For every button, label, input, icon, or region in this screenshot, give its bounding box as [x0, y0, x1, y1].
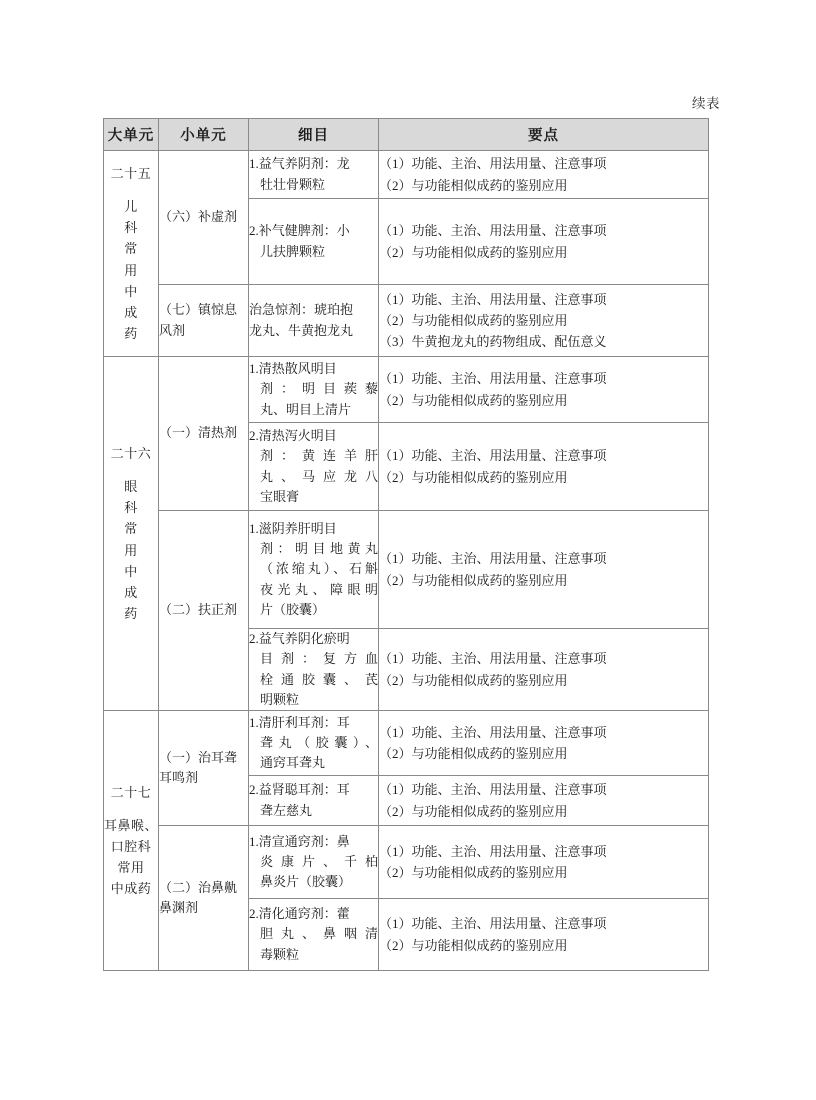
detail-text-line: 栓通胶囊、芪 [260, 671, 378, 687]
key-point-item: （2）与功能相似成药的鉴别应用 [379, 865, 568, 880]
key-point-item: （2）与功能相似成药的鉴别应用 [379, 469, 568, 485]
key-points-cell [379, 711, 709, 776]
key-points-cell [379, 199, 709, 285]
detail-text-line: 剂：明目地黄丸 [260, 541, 378, 557]
small-unit-cell [159, 151, 249, 285]
small-unit-cell [159, 826, 249, 971]
detail-cell [249, 629, 379, 711]
key-points-cell [379, 826, 709, 899]
big-unit-name [104, 196, 158, 343]
big-unit-name-line: 耳鼻喉、 [104, 817, 159, 833]
big-unit-name-line: 药 [124, 605, 138, 621]
column-header-key-points: 要点 [379, 119, 709, 151]
key-points-cell [379, 423, 709, 511]
key-point-item: （1）功能、主治、用法用量、注意事项 [379, 371, 607, 387]
detail-text-line: 丸、明目上清片 [260, 401, 352, 417]
key-points-cell [379, 776, 709, 826]
detail-cell [249, 357, 379, 423]
detail-text-line: 片（胶囊） [260, 601, 326, 617]
detail-text-line: 剂：明目蒺藜 [260, 381, 378, 397]
detail-cell [249, 151, 379, 199]
key-point-item: （1）功能、主治、用法用量、注意事项 [379, 724, 607, 740]
detail-text-line: 目剂：复方血 [260, 651, 378, 667]
detail-cell [249, 826, 379, 899]
detail-cell [249, 199, 379, 285]
big-unit-cell [104, 357, 159, 711]
big-unit-name-line: 药 [124, 325, 138, 341]
detail-cell [249, 776, 379, 826]
detail-text-line: 聋丸（胶囊）、 [260, 734, 378, 750]
big-unit-name-line: 常 [124, 521, 138, 537]
key-point-item: （2）与功能相似成药的鉴别应用 [379, 177, 568, 193]
key-points-cell [379, 357, 709, 423]
big-unit-name-line: 科 [124, 500, 138, 516]
key-point-item: （1）功能、主治、用法用量、注意事项 [379, 223, 607, 239]
table-row [104, 151, 709, 199]
key-point-item: （2）与功能相似成药的鉴别应用 [379, 312, 568, 328]
small-unit-cell [159, 285, 249, 357]
detail-text-line: 炎康片、千柏 [260, 853, 378, 869]
big-unit-name-line: 用 [124, 542, 138, 558]
detail-title-line: 2.补气健脾剂：小 [249, 223, 350, 239]
big-unit-cell [104, 711, 159, 971]
big-unit-name-line: 眼 [124, 479, 138, 495]
detail-title-line: 2.益肾聪耳剂：耳 [249, 782, 350, 798]
detail-cell [249, 899, 379, 971]
big-unit-name-line: 成 [124, 304, 138, 320]
column-header-big-unit: 大单元 [104, 119, 159, 151]
small-unit-line: 耳鸣剂 [159, 770, 199, 785]
table-row [104, 826, 709, 899]
big-unit-number: 二十五 [110, 166, 152, 182]
small-unit-cell [159, 511, 249, 711]
column-header-detail: 细目 [249, 119, 379, 151]
small-unit-line: （七）镇惊息 [159, 302, 238, 318]
key-point-item: （1）功能、主治、用法用量、注意事项 [379, 291, 607, 307]
key-points-cell [379, 285, 709, 357]
key-points-cell [379, 629, 709, 711]
big-unit-name-line: 成 [124, 584, 138, 600]
detail-text-line: 宝眼膏 [260, 488, 300, 504]
detail-text-line: 夜光丸、障眼明 [260, 581, 378, 597]
big-unit-name-line: 口腔科 [110, 838, 152, 854]
detail-text-line: 龙丸、牛黄抱龙丸 [249, 322, 354, 338]
key-point-item: （2）与功能相似成药的鉴别应用 [379, 672, 568, 688]
table-row [104, 285, 709, 357]
key-point-item: （2）与功能相似成药的鉴别应用 [379, 572, 568, 588]
detail-text-line: 鼻炎片（胶囊） [260, 874, 352, 890]
detail-text-line: 毒颗粒 [260, 946, 300, 962]
big-unit-cell [104, 151, 159, 357]
detail-text-line: 聋左慈丸 [260, 802, 313, 818]
big-unit-name [104, 815, 158, 899]
detail-title-line: 1.清肝利耳剂：耳 [249, 714, 350, 730]
small-unit-line: 鼻渊剂 [159, 900, 199, 915]
big-unit-name-line: 科 [124, 220, 138, 236]
big-unit-name-line: 常 [124, 241, 138, 257]
small-unit-line: 风剂 [159, 322, 186, 338]
detail-title-line: 1.清宣通窍剂：鼻 [249, 833, 350, 849]
key-point-item: （1）功能、主治、用法用量、注意事项 [379, 551, 607, 567]
key-point-item: （3）牛黄抱龙丸的药物组成、配伍意义 [379, 334, 607, 350]
key-point-item: （2）与功能相似成药的鉴别应用 [379, 392, 568, 408]
detail-title-line: 治急惊剂：琥珀抱 [249, 302, 354, 318]
key-points-cell [379, 511, 709, 629]
small-unit-line: （二）扶正剂 [159, 602, 238, 618]
detail-text-line: 儿扶脾颗粒 [260, 243, 326, 259]
big-unit-name-line: 中 [124, 283, 138, 299]
detail-text-line: 剂：黄连羊肝 [260, 448, 378, 464]
big-unit-name [104, 476, 158, 623]
detail-cell [249, 285, 379, 357]
small-unit-line: （六）补虚剂 [159, 209, 238, 225]
detail-text-line: 通窍耳聋丸 [260, 755, 326, 771]
continuation-label: 续表 [692, 96, 720, 111]
big-unit-name-line: 中 [124, 563, 138, 579]
detail-title-line: 1.清热散风明目 [249, 361, 337, 377]
detail-cell [249, 711, 379, 776]
detail-title-line: 1.滋阴养肝明目 [249, 521, 337, 537]
detail-text-line: 丸、马应龙八 [260, 468, 378, 484]
table-header-row [104, 119, 709, 151]
key-point-item: （2）与功能相似成药的鉴别应用 [379, 803, 568, 819]
big-unit-name-line: 常用 [117, 860, 145, 876]
key-point-item: （2）与功能相似成药的鉴别应用 [379, 746, 568, 761]
key-point-item: （2）与功能相似成药的鉴别应用 [379, 937, 568, 953]
small-unit-cell [159, 711, 249, 826]
syllabus-table [103, 118, 709, 971]
key-points-cell [379, 899, 709, 971]
big-unit-name-line: 儿 [124, 199, 138, 215]
small-unit-cell [159, 357, 249, 511]
table-row [104, 357, 709, 423]
table-row [104, 711, 709, 776]
key-point-item: （1）功能、主治、用法用量、注意事项 [379, 448, 607, 464]
key-point-item: （1）功能、主治、用法用量、注意事项 [379, 651, 607, 667]
small-unit-line: （二）治鼻鼽 [159, 879, 238, 895]
detail-text-line: 胆丸、鼻咽清 [260, 926, 378, 942]
big-unit-number: 二十六 [110, 446, 152, 462]
key-point-item: （2）与功能相似成药的鉴别应用 [379, 244, 568, 260]
key-points-cell [379, 151, 709, 199]
key-point-item: （1）功能、主治、用法用量、注意事项 [379, 782, 607, 798]
detail-title-line: 2.益气养阴化瘀明 [249, 631, 350, 647]
detail-cell [249, 511, 379, 629]
detail-text-line: 牡壮骨颗粒 [260, 176, 326, 192]
detail-cell [249, 423, 379, 511]
key-point-item: （1）功能、主治、用法用量、注意事项 [379, 843, 607, 859]
detail-text-line: （浓缩丸）、石斛 [260, 561, 378, 577]
column-header-small-unit: 小单元 [159, 119, 249, 151]
key-point-item: （1）功能、主治、用法用量、注意事项 [379, 916, 607, 932]
key-point-item: （1）功能、主治、用法用量、注意事项 [379, 156, 607, 172]
small-unit-line: （一）治耳聋 [159, 749, 238, 765]
detail-title-line: 2.清热泻火明目 [249, 428, 337, 444]
detail-title-line: 2.清化通窍剂：藿 [249, 906, 350, 922]
syllabus-table-container [103, 118, 708, 971]
small-unit-line: （一）清热剂 [159, 425, 238, 441]
big-unit-number: 二十七 [110, 784, 152, 800]
big-unit-name-line: 中成药 [110, 881, 152, 897]
table-row [104, 511, 709, 629]
big-unit-name-line: 用 [124, 262, 138, 278]
table-header [104, 119, 709, 151]
table-body [104, 151, 709, 971]
detail-text-line: 明颗粒 [260, 691, 300, 707]
detail-title-line: 1.益气养阴剂：龙 [249, 156, 350, 172]
